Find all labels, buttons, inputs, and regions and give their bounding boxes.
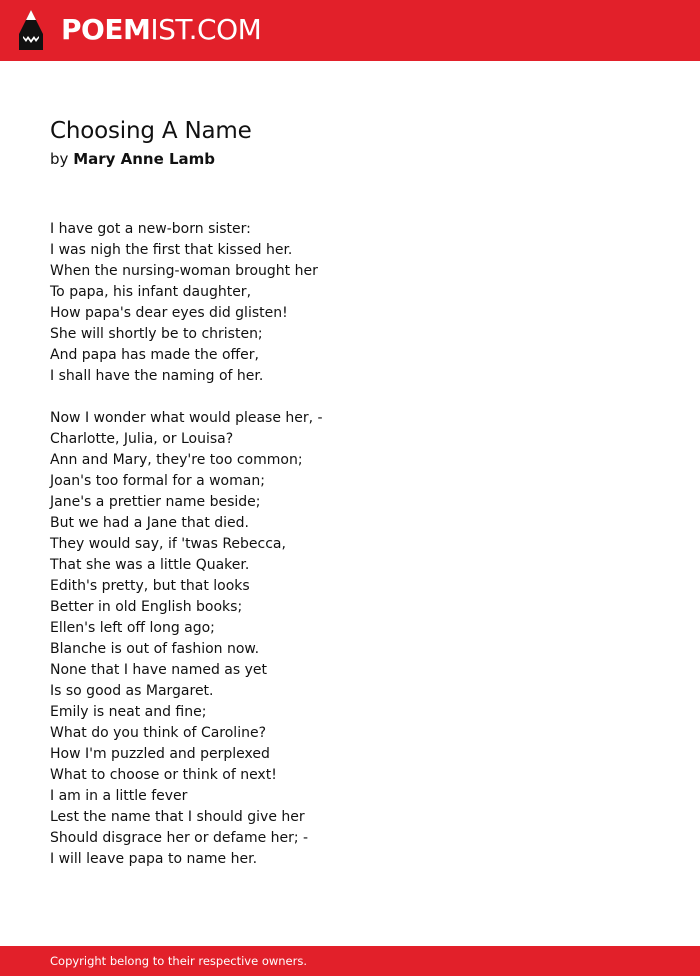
poem-stanza — [50, 408, 650, 870]
poem-line: Should disgrace her or defame her; - — [50, 830, 309, 846]
pencil-tip-icon[interactable] — [17, 9, 45, 51]
poem-line: Better in old English books; — [50, 599, 243, 615]
poem-line: What do you think of Caroline? — [50, 725, 267, 741]
poem-line: Edith's pretty, but that looks — [50, 578, 250, 594]
poem-line: But we had a Jane that died. — [50, 515, 250, 531]
logo-text-light: IST.COM — [150, 13, 262, 46]
poem-line: Blanche is out of fashion now. — [50, 641, 260, 657]
poem-line: I was nigh the first that kissed her. — [50, 242, 293, 258]
site-logo[interactable] — [61, 13, 261, 47]
poem-line: None that I have named as yet — [50, 662, 267, 678]
poem-stanza — [50, 219, 650, 387]
poem-title: Choosing A Name — [50, 118, 252, 144]
site-header — [0, 0, 700, 61]
author-name: Mary Anne Lamb — [73, 150, 216, 168]
poem-line: Ellen's left off long ago; — [50, 620, 215, 636]
poem-line: I will leave papa to name her. — [50, 851, 258, 867]
poem-line: They would say, if 'twas Rebecca, — [50, 536, 286, 552]
poem-line: How papa's dear eyes did glisten! — [50, 305, 288, 321]
poem-line: And papa has made the offer, — [50, 347, 259, 363]
poem-line: That she was a little Quaker. — [50, 557, 250, 573]
poem-line: What to choose or think of next! — [50, 767, 277, 783]
poem-line: How I'm puzzled and perplexed — [50, 746, 270, 762]
poem-line: I shall have the naming of her. — [50, 368, 264, 384]
poem-body — [50, 219, 650, 891]
poem-line: Ann and Mary, they're too common; — [50, 452, 303, 468]
poem-line: Joan's too formal for a woman; — [50, 473, 265, 489]
poem-line: Is so good as Margaret. — [50, 683, 214, 699]
copyright-notice: Copyright belong to their respective owners. — [50, 954, 308, 968]
logo-text-bold: POEM — [61, 13, 151, 46]
byline-prefix: by — [50, 150, 69, 168]
poem-line: Emily is neat and fine; — [50, 704, 207, 720]
byline — [50, 148, 215, 170]
poem-line: Jane's a prettier name beside; — [50, 494, 261, 510]
site-footer — [0, 946, 700, 976]
poem-line: I have got a new-born sister: — [50, 221, 251, 237]
poem-line: I am in a little fever — [50, 788, 188, 804]
poem-line: When the nursing-woman brought her — [50, 263, 318, 279]
poem-line: Lest the name that I should give her — [50, 809, 305, 825]
poem-line: She will shortly be to christen; — [50, 326, 263, 342]
poem-line: Charlotte, Julia, or Louisa? — [50, 431, 234, 447]
poem-line: To papa, his infant daughter, — [50, 284, 252, 300]
poem-line: Now I wonder what would please her, - — [50, 410, 323, 426]
